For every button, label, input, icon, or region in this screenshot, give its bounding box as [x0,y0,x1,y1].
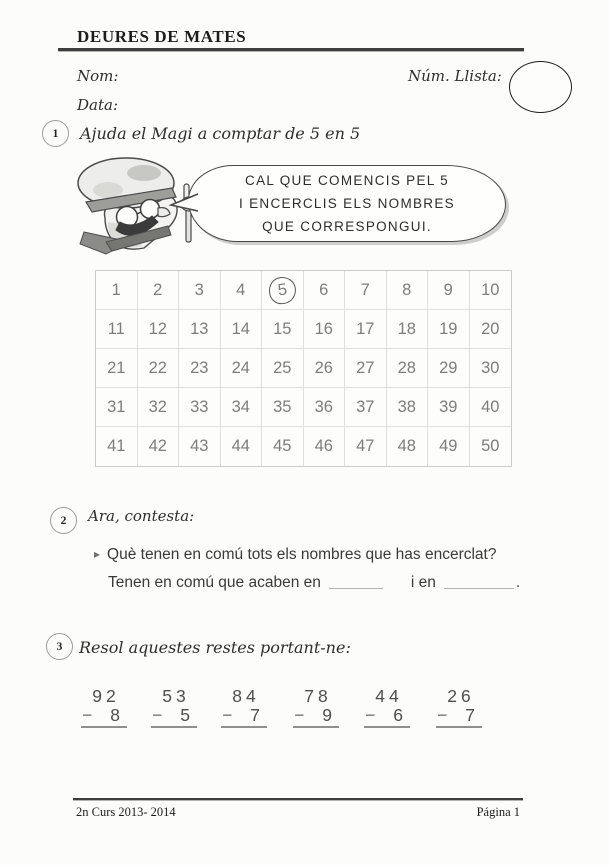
grid-cell [221,271,263,310]
grid-cell [470,388,512,427]
exercise-2-number: 2 [60,514,67,527]
grid-cell [138,349,180,388]
footer-rule [73,798,523,801]
grid-number: 26 [314,358,333,377]
speech-bubble-tail [168,191,200,217]
grid-cell [428,349,470,388]
grid-cell [428,310,470,349]
grid-cell [179,271,221,310]
grid-number: 9 [443,280,453,299]
grid-cell [304,388,346,427]
grid-cell [470,427,512,466]
grid-cell [345,388,387,427]
minus-sign: − [82,705,93,725]
grid-cell [262,271,304,310]
grid-number: 37 [356,397,375,416]
bullet-arrow-icon: ▸ [94,547,101,561]
grid-number: 10 [481,280,500,299]
grid-number: 45 [273,437,292,455]
subtrahend: 9 [322,705,332,725]
grid-number: 38 [397,397,416,416]
answer-suffix: . [515,574,521,591]
grid-number: 39 [439,397,458,416]
number-grid [95,270,512,467]
grid-number: 22 [148,358,167,377]
grid-cell [96,388,138,427]
grid-number: 46 [314,437,333,455]
grid-cell [262,427,304,466]
grid-number: 28 [397,358,416,377]
minus-sign: − [294,705,305,725]
grid-cell [221,310,263,349]
grid-cell [96,349,138,388]
minuend: 78 [304,686,332,706]
grid-number-circled: 5 [267,275,297,305]
subtraction-problem [81,686,127,728]
grid-number: 1 [111,280,121,299]
grid-cell [262,388,304,427]
exercise-2-question-line [94,546,496,564]
grid-cell [179,310,221,349]
grid-cell [179,349,221,388]
grid-cell [179,388,221,427]
grid-number: 40 [481,397,500,416]
grid-number: 21 [107,358,126,377]
grid-cell [345,271,387,310]
grid-number: 36 [314,397,333,416]
subtrahend: 6 [393,705,403,725]
grid-number: 11 [107,319,125,338]
subtraction-problem [151,686,197,728]
subtrahend-row [293,706,339,728]
grid-number: 8 [402,280,412,299]
answer-middle: i en [410,574,436,591]
grid-number: 32 [148,397,167,416]
grid-cell [304,271,346,310]
speech-bubble-line-3: QUE CORRESPONGUI. [262,219,432,234]
grid-number: 18 [397,319,416,338]
subtrahend-row [436,706,482,728]
grid-number: 29 [439,358,458,377]
grid-cell [138,427,180,466]
grid-number: 42 [148,437,167,455]
subtrahend-row [221,706,267,728]
exercise-2-answer-line [108,574,520,592]
minuend: 53 [162,686,190,706]
grid-number: 49 [439,437,458,455]
grid-cell [345,349,387,388]
header-rule [58,48,524,52]
grid-number: 43 [190,437,209,455]
exercise-2-question: Què tenen en comú tots els nombres que has encerclat? [107,546,497,563]
exercise-2-instruction: Ara, contesta: [88,507,195,525]
grid-number: 48 [397,437,416,455]
grid-cell [470,310,512,349]
speech-bubble [188,165,506,242]
minuend: 26 [447,686,475,706]
subtrahend: 8 [110,705,120,725]
grid-number: 27 [356,358,375,377]
grid-number: 41 [107,437,126,455]
grid-number: 33 [190,397,209,416]
grid-cell [428,388,470,427]
exercise-3-instruction: Resol aquestes restes portant-ne: [79,638,351,657]
subtraction-problem [364,686,410,728]
grid-number: 3 [194,280,204,299]
grid-number: 16 [314,319,333,338]
subtrahend-row [151,706,197,728]
footer-page-number: Página 1 [476,805,520,819]
exercise-2-marker [50,507,77,534]
subtrahend: 5 [180,705,190,725]
grid-cell [138,388,180,427]
minus-sign: − [222,705,233,725]
grid-cell [304,310,346,349]
subtraction-problem [221,686,267,728]
grid-number: 17 [356,319,375,338]
minus-sign: − [437,705,448,725]
grid-cell [304,349,346,388]
minuend: 44 [375,686,403,706]
grid-number: 15 [273,319,292,338]
grid-cell [221,349,263,388]
answer-blank-2 [444,575,514,589]
grid-cell [96,427,138,466]
subtraction-problem [436,686,482,728]
exercise-1-marker [42,120,69,147]
list-number-oval [509,61,572,113]
subtraction-problem [293,686,339,728]
grid-cell [96,271,138,310]
subtrahend-row [364,706,410,728]
grid-cell [470,349,512,388]
grid-number: 24 [231,358,250,377]
grid-cell [345,427,387,466]
grid-cell [387,310,429,349]
grid-number: 20 [481,319,500,338]
grid-number: 13 [190,319,209,338]
page-title: DEURES DE MATES [77,27,247,46]
grid-cell [262,310,304,349]
footer-course: 2n Curs 2013- 2014 [76,805,176,819]
minuend: 92 [92,686,120,706]
grid-cell [262,349,304,388]
grid-cell [138,271,180,310]
minus-sign: − [152,705,163,725]
grid-cell [428,427,470,466]
grid-number: 50 [481,437,500,455]
exercise-3-number: 3 [56,640,63,653]
subtrahend-row [81,706,127,728]
grid-number: 44 [231,437,250,455]
grid-cell [345,310,387,349]
subtrahend: 7 [465,705,475,725]
speech-bubble-line-2: I ENCERCLIS ELS NOMBRES [239,196,455,211]
grid-cell [304,427,346,466]
exercise-1-number: 1 [52,127,59,140]
answer-prefix: Tenen en comú que acaben en [108,574,321,591]
grid-number: 23 [190,358,209,377]
grid-cell [96,310,138,349]
answer-blank-1 [329,575,383,589]
grid-number: 12 [148,319,167,338]
grid-number: 47 [356,437,375,455]
grid-cell [179,427,221,466]
grid-cell [470,271,512,310]
list-number-label: Núm. Llista: [408,67,502,85]
grid-number: 25 [273,358,292,377]
minuend: 84 [232,686,260,706]
grid-cell [387,271,429,310]
grid-number: 30 [481,358,500,377]
date-label: Data: [77,96,118,114]
grid-number: 35 [273,397,292,416]
speech-bubble-line-1: CAL QUE COMENCIS PEL 5 [245,173,449,188]
grid-number: 6 [319,280,329,299]
grid-cell [138,310,180,349]
grid-number: 4 [236,280,246,299]
grid-cell [387,427,429,466]
exercise-1-instruction: Ajuda el Magi a comptar de 5 en 5 [80,124,361,143]
grid-number: 14 [231,319,250,338]
grid-number: 31 [107,397,126,416]
grid-cell [387,349,429,388]
grid-cell [221,388,263,427]
grid-cell [428,271,470,310]
grid-number: 34 [231,397,250,416]
grid-number: 19 [439,319,458,338]
grid-cell [387,388,429,427]
grid-number: 2 [153,280,163,299]
exercise-3-marker [46,633,73,660]
name-label: Nom: [77,67,119,85]
grid-cell [221,427,263,466]
minus-sign: − [365,705,376,725]
subtraction-problems [0,686,609,732]
grid-number: 7 [360,280,370,299]
subtrahend: 7 [250,705,260,725]
